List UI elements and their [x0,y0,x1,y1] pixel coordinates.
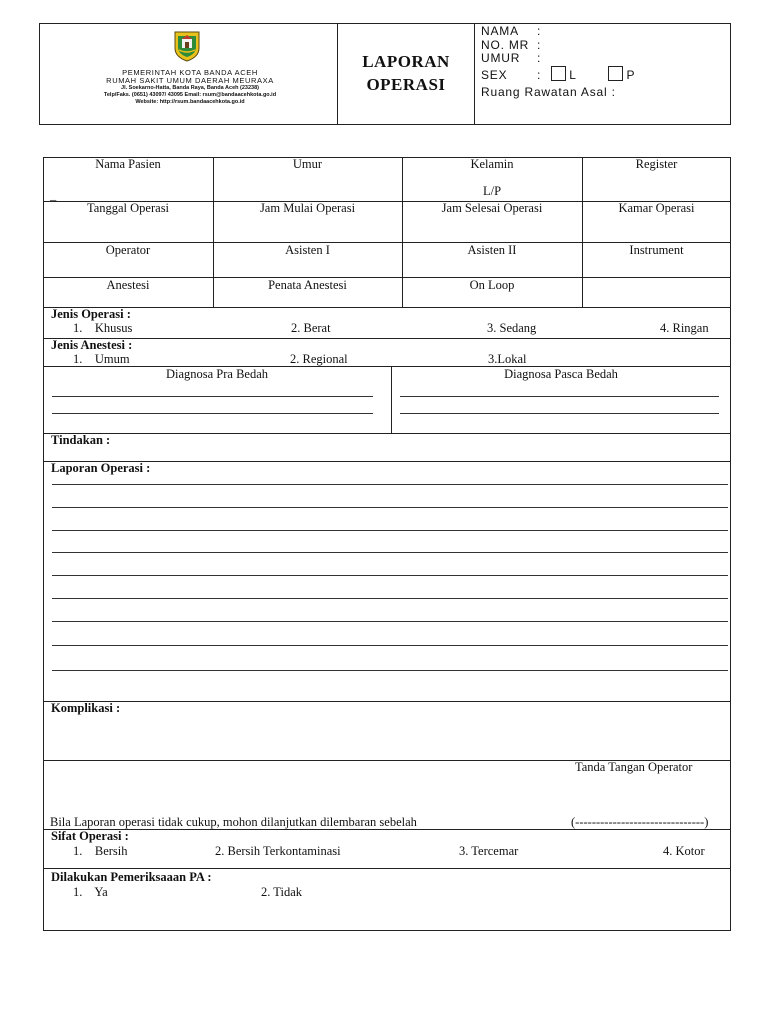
cell-tanggal-operasi: Tanggal Operasi [86,201,170,215]
sex-p-label: P [626,67,636,82]
patient-fields [481,25,635,100]
sex-l-checkbox[interactable] [551,66,566,81]
form-title-line2: OPERASI [366,75,446,94]
diagnosa-pasca-line[interactable] [400,396,719,397]
laporan-line[interactable] [52,552,728,553]
jenis-anestesi-option: 1. Umum [73,352,130,366]
diagnosa-pra-line[interactable] [52,413,373,414]
cell-umur: Umur [292,157,323,171]
cell-mark: _ [50,188,57,202]
sex-l-label: L [569,67,577,82]
continuation-note: Bila Laporan operasi tidak cukup, mohon dilanjutkan dilembaran sebelah [50,815,417,829]
pemeriksaan-pa-option: 1. Ya [73,885,108,899]
field-nama: NAMA : [481,24,542,38]
pemeriksaan-pa-option: 2. Tidak [261,885,302,899]
cell-jam-mulai: Jam Mulai Operasi [259,201,356,215]
hospital-website: Website: http://rsum.bandaacehkota.go.id [135,99,245,105]
laporan-line[interactable] [52,575,728,576]
sifat-operasi-option: 2. Bersih Terkontaminasi [215,844,341,858]
jenis-operasi-option: 1. Khusus [73,321,133,335]
diagnosa-pasca-line[interactable] [400,413,719,414]
laporan-line[interactable] [52,670,728,671]
section-line [43,338,731,339]
section-line [43,829,731,830]
laporan-line[interactable] [52,621,728,622]
cell-nama-pasien: Nama Pasien [95,157,161,171]
signature-line[interactable]: (-------------------------------) [571,815,709,829]
diagnosa-pra-line[interactable] [52,396,373,397]
laporan-operasi-label: Laporan Operasi : [51,461,151,475]
jenis-operasi-option: 2. Berat [291,321,331,335]
cell-kelamin: Kelamin [470,157,514,171]
jenis-anestesi-option: 2. Regional [290,352,348,366]
field-sex: SEX : L P [481,67,636,82]
grid-row-line [43,307,731,308]
section-line [43,701,731,702]
field-ruang: Ruang Rawatan Asal : [481,85,616,99]
jenis-operasi-option: 3. Sedang [487,321,537,335]
signature-label: Tanda Tangan Operator [575,760,693,774]
sifat-operasi-option: 1. Bersih [73,844,128,858]
field-no-mr: NO. MR : [481,37,542,52]
cell-jam-selesai: Jam Selesai Operasi [441,201,543,215]
cell-kamar-operasi: Kamar Operasi [618,201,695,215]
cell-on-loop: On Loop [469,278,515,292]
cell-kelamin-value: L/P [482,184,502,198]
diagnosa-pasca-label: Diagnosa Pasca Bedah [504,367,618,381]
field-umur: UMUR : [481,51,542,65]
grid-col-line [582,157,583,307]
jenis-operasi-label: Jenis Operasi : [51,307,131,321]
cell-asisten-1: Asisten I [285,243,330,257]
jenis-anestesi-label: Jenis Anestesi : [51,338,133,352]
section-line [43,868,731,869]
cell-instrument: Instrument [629,243,684,257]
laporan-line[interactable] [52,598,728,599]
cell-penata-anestesi: Penata Anestesi [268,278,347,292]
sifat-operasi-label: Sifat Operasi : [51,829,129,843]
form-title [338,50,474,96]
sifat-operasi-option: 3. Tercemar [459,844,519,858]
header-divider [474,23,475,125]
laporan-line[interactable] [52,645,728,646]
laporan-line[interactable] [52,530,728,531]
sifat-operasi-option: 4. Kotor [663,844,705,858]
diagnosa-pra-label: Diagnosa Pra Bedah [165,367,269,381]
form-title-line1: LAPORAN [362,52,450,71]
cell-register: Register [635,157,678,171]
section-line [43,433,731,434]
cell-asisten-2: Asisten II [467,243,517,257]
jenis-operasi-option: 4. Ringan [660,321,709,335]
hospital-address: Jl. Soekarno-Hatta, Banda Raya, Banda Aceh (23238) [121,85,259,91]
laporan-line[interactable] [52,507,728,508]
cell-operator: Operator [105,243,151,257]
sex-p-checkbox[interactable] [608,66,623,81]
pemeriksaan-pa-label: Dilakukan Pemeriksaaan PA : [51,870,212,884]
laporan-line[interactable] [52,484,728,485]
city-logo [173,30,201,62]
cell-anestesi: Anestesi [106,278,150,292]
hospital-name: RUMAH SAKIT UMUM DAERAH MEURAXA [106,76,274,85]
org-name: PEMERINTAH KOTA BANDA ACEH [122,68,258,77]
komplikasi-label: Komplikasi : [51,701,121,715]
tindakan-label: Tindakan : [51,433,111,447]
hospital-contact: Telp/Faks. (0651) 43097/ 43095 Email: rsum@bandaacehkota.go.id [103,92,277,98]
jenis-anestesi-option: 3.Lokal [488,352,527,366]
